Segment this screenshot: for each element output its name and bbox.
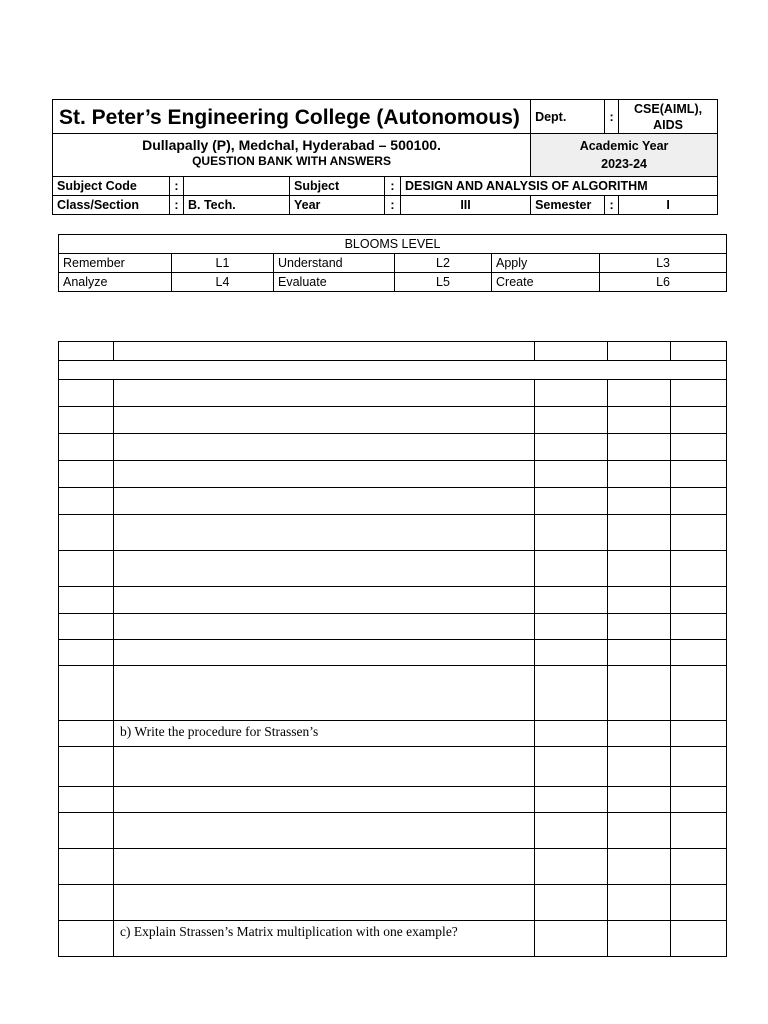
- answer-cell: [608, 551, 671, 587]
- answer-cell: [671, 747, 727, 787]
- college-name: St. Peter’s Engineering College (Autonomous): [53, 100, 531, 134]
- answer-cell: [608, 515, 671, 551]
- answer-cell: [608, 614, 671, 640]
- college-address: Dullapally (P), Medchal, Hyderabad – 500100.: [142, 137, 441, 153]
- answer-cell: [608, 849, 671, 885]
- table-row: [59, 666, 727, 721]
- subject-code-colon: :: [170, 177, 184, 196]
- answer-cell: [671, 885, 727, 921]
- address-cell: [53, 134, 531, 177]
- answer-cell: [671, 488, 727, 515]
- question-number: [59, 787, 114, 813]
- question-text: [114, 551, 535, 587]
- header-cell: [114, 342, 535, 361]
- table-row: [59, 849, 727, 885]
- blooms-level-code: L2: [395, 254, 492, 273]
- question-number: [59, 614, 114, 640]
- answer-cell: [535, 461, 608, 488]
- class-section-label: Class/Section: [53, 196, 170, 215]
- answer-cell: [608, 407, 671, 434]
- subject-code-value: [184, 177, 290, 196]
- question-text: [114, 407, 535, 434]
- question-text: b) Write the procedure for Strassen’s: [114, 721, 535, 747]
- answer-cell: [671, 813, 727, 849]
- question-text: [114, 849, 535, 885]
- answer-cell: [608, 721, 671, 747]
- answer-cell: [608, 461, 671, 488]
- answer-cell: [535, 587, 608, 614]
- question-number: [59, 587, 114, 614]
- blooms-level-code: L4: [172, 273, 274, 292]
- table-row: [59, 614, 727, 640]
- academic-year-label: Academic Year: [579, 139, 669, 153]
- academic-year-cell: [531, 134, 718, 177]
- answer-cell: [671, 515, 727, 551]
- table-row: [59, 921, 727, 957]
- answer-cell: [671, 461, 727, 488]
- answer-cell: [535, 849, 608, 885]
- section-title: [59, 361, 727, 380]
- answer-cell: [671, 587, 727, 614]
- answer-cell: [608, 921, 671, 957]
- blooms-level-name: Create: [492, 273, 600, 292]
- document-title: QUESTION BANK WITH ANSWERS: [192, 154, 391, 168]
- question-number: [59, 747, 114, 787]
- question-text: [114, 640, 535, 666]
- semester-value: I: [619, 196, 718, 215]
- question-number: [59, 551, 114, 587]
- blooms-level-code: L6: [600, 273, 727, 292]
- year-value: III: [401, 196, 531, 215]
- answer-cell: [608, 488, 671, 515]
- header-cell: [671, 342, 727, 361]
- question-text: [114, 747, 535, 787]
- question-text: [114, 461, 535, 488]
- header-cell: [608, 342, 671, 361]
- question-text: [114, 587, 535, 614]
- subject-label: Subject: [290, 177, 385, 196]
- question-table-header: [59, 342, 727, 361]
- semester-colon: :: [605, 196, 619, 215]
- dept-colon: :: [605, 100, 619, 134]
- question-text: [114, 885, 535, 921]
- blooms-level-table: [58, 234, 727, 292]
- answer-cell: [671, 721, 727, 747]
- dept-label: Dept.: [531, 100, 605, 134]
- question-text: [114, 380, 535, 407]
- answer-cell: [608, 380, 671, 407]
- answer-cell: [671, 551, 727, 587]
- question-text: [114, 488, 535, 515]
- table-row: [59, 461, 727, 488]
- answer-cell: [608, 813, 671, 849]
- table-row: [59, 813, 727, 849]
- table-row: [59, 787, 727, 813]
- subject-code-label: Subject Code: [53, 177, 170, 196]
- answer-cell: [608, 587, 671, 614]
- question-text: [114, 813, 535, 849]
- question-text: [114, 515, 535, 551]
- answer-cell: [535, 407, 608, 434]
- answer-cell: [535, 747, 608, 787]
- answer-cell: [608, 787, 671, 813]
- class-section-value: B. Tech.: [184, 196, 290, 215]
- blooms-level-name: Apply: [492, 254, 600, 273]
- subject-value: DESIGN AND ANALYSIS OF ALGORITHM: [401, 177, 718, 196]
- table-row: [59, 551, 727, 587]
- question-number: [59, 885, 114, 921]
- year-label: Year: [290, 196, 385, 215]
- answer-cell: [671, 921, 727, 957]
- table-row: [59, 515, 727, 551]
- table-row: [59, 587, 727, 614]
- header-cell: [535, 342, 608, 361]
- answer-cell: [535, 813, 608, 849]
- academic-year-value: 2023-24: [601, 157, 647, 171]
- question-number: [59, 434, 114, 461]
- answer-cell: [671, 407, 727, 434]
- answer-cell: [608, 885, 671, 921]
- question-number: [59, 515, 114, 551]
- question-number: [59, 461, 114, 488]
- blooms-level-title: BLOOMS LEVEL: [59, 235, 727, 254]
- table-row: [59, 747, 727, 787]
- blooms-level-name: Evaluate: [274, 273, 395, 292]
- answer-cell: [535, 515, 608, 551]
- question-table: [58, 341, 727, 957]
- answer-cell: [608, 640, 671, 666]
- year-colon: :: [385, 196, 401, 215]
- answer-cell: [535, 721, 608, 747]
- answer-cell: [671, 434, 727, 461]
- answer-cell: [535, 488, 608, 515]
- subject-colon: :: [385, 177, 401, 196]
- answer-cell: [671, 640, 727, 666]
- table-row: [59, 407, 727, 434]
- question-rows: [59, 380, 727, 957]
- answer-cell: [671, 787, 727, 813]
- question-number: [59, 813, 114, 849]
- table-row: [59, 885, 727, 921]
- answer-cell: [608, 666, 671, 721]
- header-table: [52, 99, 718, 215]
- question-number: [59, 666, 114, 721]
- answer-cell: [671, 614, 727, 640]
- class-section-colon: :: [170, 196, 184, 215]
- table-row: [59, 434, 727, 461]
- semester-label: Semester: [531, 196, 605, 215]
- question-number: [59, 380, 114, 407]
- blooms-level-code: L3: [600, 254, 727, 273]
- question-text: [114, 614, 535, 640]
- table-row: [59, 488, 727, 515]
- section-row: [59, 361, 727, 380]
- answer-cell: [608, 747, 671, 787]
- answer-cell: [535, 614, 608, 640]
- question-number: [59, 488, 114, 515]
- blooms-level-code: L5: [395, 273, 492, 292]
- answer-cell: [535, 434, 608, 461]
- dept-value: CSE(AIML), AIDS: [619, 100, 718, 134]
- answer-cell: [671, 666, 727, 721]
- blooms-level-name: Understand: [274, 254, 395, 273]
- answer-cell: [608, 434, 671, 461]
- answer-cell: [535, 551, 608, 587]
- question-number: [59, 849, 114, 885]
- blooms-level-code: L1: [172, 254, 274, 273]
- blooms-level-name: Analyze: [59, 273, 172, 292]
- answer-cell: [535, 640, 608, 666]
- question-text: [114, 434, 535, 461]
- question-text: [114, 787, 535, 813]
- question-text: [114, 666, 535, 721]
- answer-cell: [671, 849, 727, 885]
- question-number: [59, 721, 114, 747]
- answer-cell: [535, 921, 608, 957]
- question-number: [59, 407, 114, 434]
- blooms-level-name: Remember: [59, 254, 172, 273]
- table-row: [59, 721, 727, 747]
- answer-cell: [535, 885, 608, 921]
- answer-cell: [535, 666, 608, 721]
- table-row: [59, 640, 727, 666]
- answer-cell: [535, 380, 608, 407]
- answer-cell: [671, 380, 727, 407]
- question-number: [59, 921, 114, 957]
- question-number: [59, 640, 114, 666]
- answer-cell: [535, 787, 608, 813]
- header-cell: [59, 342, 114, 361]
- table-row: [59, 380, 727, 407]
- question-text: c) Explain Strassen’s Matrix multiplication with one example?: [114, 921, 535, 957]
